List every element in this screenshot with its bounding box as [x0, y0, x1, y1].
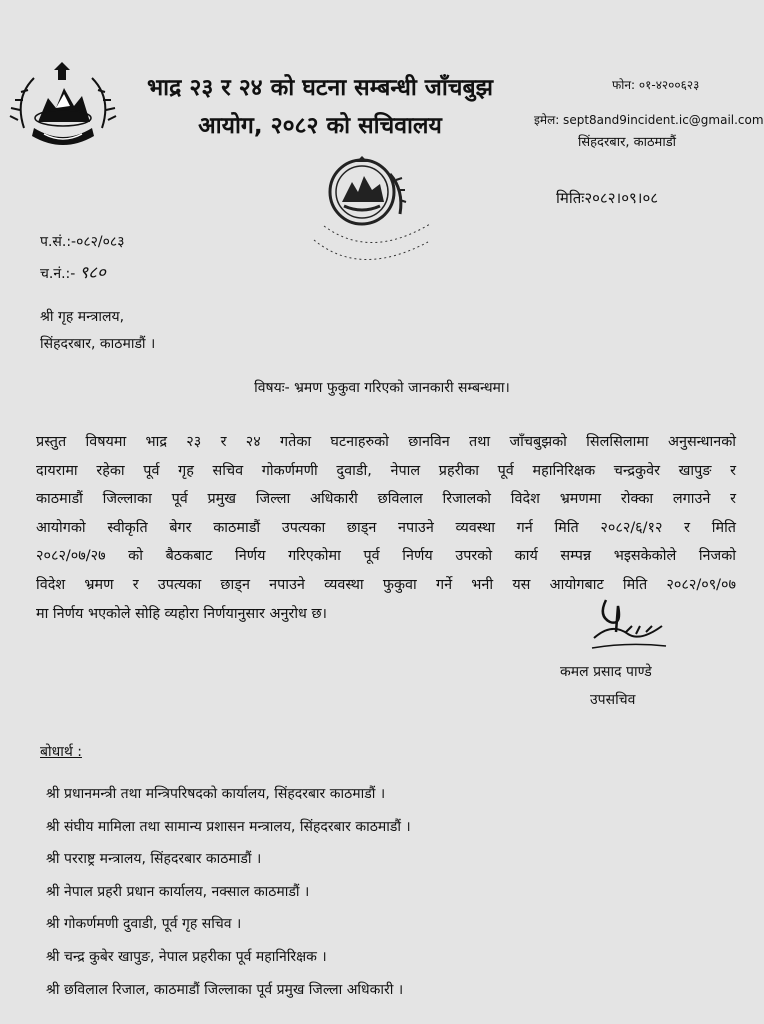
signatory-name: कमल प्रसाद पाण्डे — [560, 664, 652, 680]
pa-san-value: ०८२/०८३ — [76, 234, 125, 250]
cc-list-item: श्री छविलाल रिजाल, काठमाडौं जिल्लाका पूर्व प्रमुख जिल्ला अधिकारी । — [46, 981, 404, 998]
cc-heading: बोधार्थ : — [40, 744, 82, 760]
reference-pa-san — [40, 232, 125, 251]
handwritten-signature — [588, 592, 668, 654]
office-address: सिंहदरबार, काठमाडौं — [578, 135, 677, 150]
addressee-line1: श्री गृह मन्त्रालय, — [40, 309, 125, 325]
reference-cha-nam — [40, 260, 106, 283]
letter-date: मितिः२०८२।०९।०८ — [556, 189, 659, 207]
office-title-line1: भाद्र २३ र २४ को घटना सम्बन्धी जाँचबुझ — [147, 75, 493, 101]
body-line: प्रस्तुत विषयमा भाद्र २३ र २४ गतेका घटनाहरुको छानविन तथा जाँचबुझको सिलसिलामा अनुसन्धानको — [36, 434, 736, 450]
nepal-emblem-icon — [4, 58, 122, 158]
cc-list-item: श्री नेपाल प्रहरी प्रधान कार्यालय, नक्साल काठमाडौं । — [46, 883, 310, 900]
cc-list-item: श्री चन्द्र कुबेर खापुङ, नेपाल प्रहरीका पूर्व महानिरिक्षक । — [46, 948, 327, 965]
cc-list-item: श्री संघीय मामिला तथा सामान्य प्रशासन मन्त्रालय, सिंहदरबार काठमाडौं । — [46, 818, 411, 835]
official-seal-stamp — [300, 150, 450, 290]
addressee-line2: सिंहदरबार, काठमाडौं । — [40, 336, 156, 352]
body-line: मा निर्णय भएकोले सोहि व्यहोरा निर्णयानुसार अनुरोध छ। — [36, 605, 328, 622]
cc-list-item: श्री गोकर्णमणी दुवाडी, पूर्व गृह सचिव । — [46, 916, 242, 933]
office-title-line2: आयोग, २०८२ को सचिवालय — [198, 113, 442, 139]
body-line: काठमाडौं जिल्लाका पूर्व प्रमुख जिल्ला अधिकारी छविलाल रिजालको विदेश भ्रमणमा रोक्का लगाउने र — [36, 491, 736, 508]
cha-nam-value: ९८० — [79, 263, 106, 283]
cha-nam-label: च.नं.:- — [40, 266, 76, 282]
cc-list — [46, 778, 411, 1006]
email-address[interactable]: इमेल: sept8and9incident.ic@gmail.com — [534, 113, 764, 127]
signatory-title: उपसचिव — [590, 692, 636, 708]
body-line: २०८२/०७/२७ को बैठकबाट निर्णय गरिएकोमा पूर्व निर्णय उपरको कार्य सम्पन्न भइसकेकोले निजको — [36, 548, 736, 565]
body-line: विदेश भ्रमण र उपत्यका छाड्न नपाउने व्यवस्था फुकुवा गर्ने भनी यस आयोगबाट मिति २०८२/०९/०७ — [36, 576, 736, 593]
phone-number: फोन: ०१-४२००६२३ — [612, 78, 700, 92]
cc-list-item: श्री प्रधानमन्त्री तथा मन्त्रिपरिषदको कार्यालय, सिंहदरबार काठमाडौं । — [46, 786, 386, 802]
body-line: आयोगको स्वीकृति बेगर काठमाडौं उपत्यका छाड्न नपाउने व्यवस्था गर्न मिति २०८२/६/१२ र मिति — [36, 519, 736, 536]
pa-san-label: प.सं.:- — [40, 234, 77, 250]
cc-list-item: श्री परराष्ट्र मन्त्रालय, सिंहदरबार काठमाडौं । — [46, 851, 262, 868]
body-line: दायरामा रहेका पूर्व गृह सचिव गोकर्णमणी दुवाडी, नेपाल प्रहरीका पूर्व महानिरिक्षक चन्द्रकुवेर खापुङ र — [36, 462, 736, 479]
subject-line: विषयः- भ्रमण फुकुवा गरिएको जानकारी सम्बन्धमा। — [254, 380, 510, 396]
